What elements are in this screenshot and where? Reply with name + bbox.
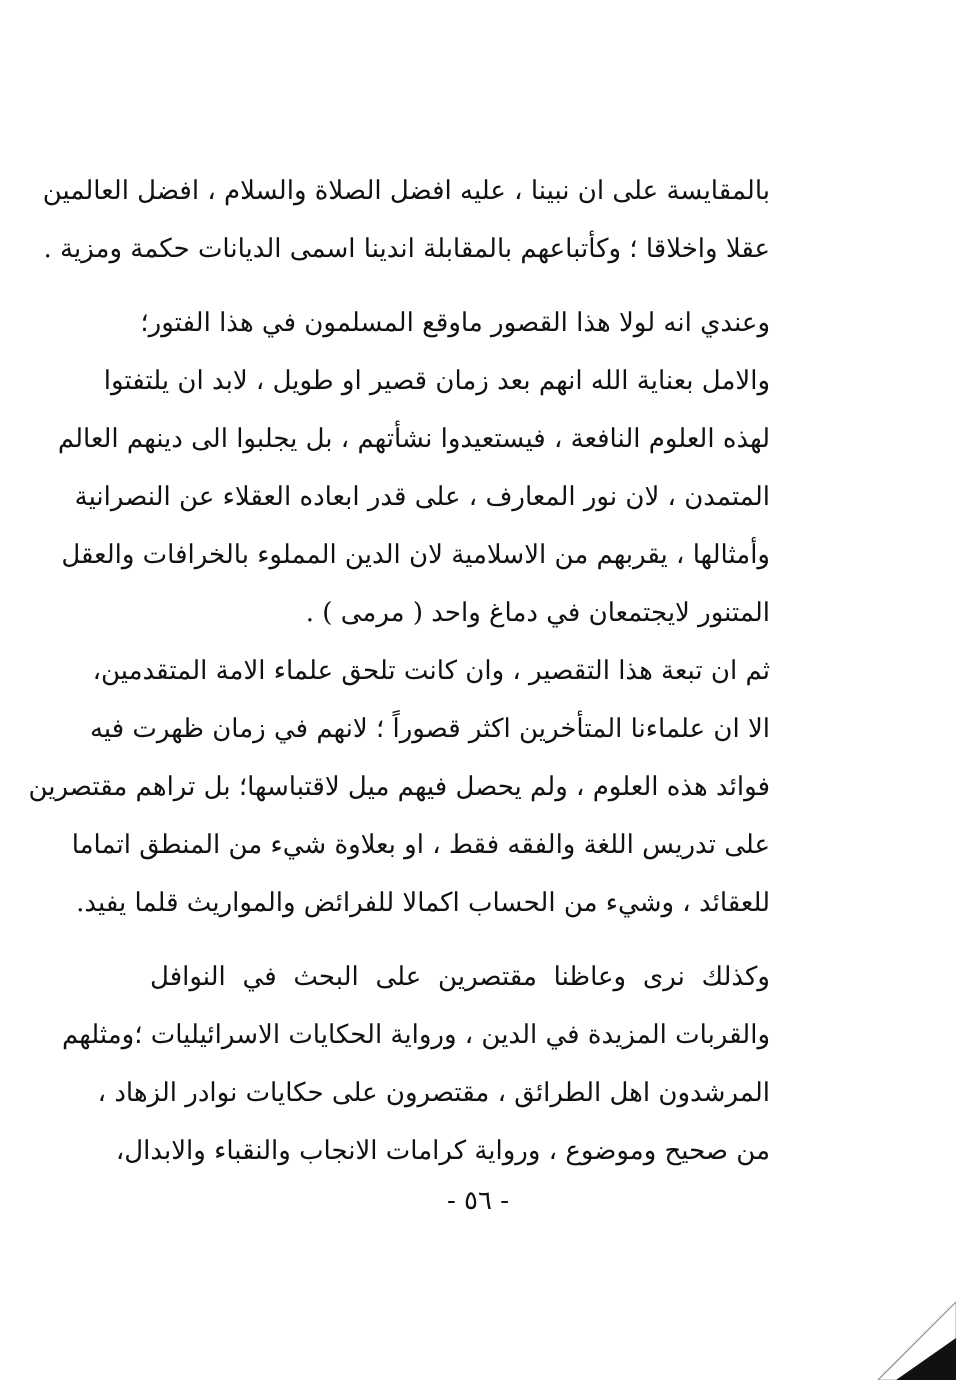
text-line: والقربات المزيدة في الدين ، ورواية الحكايات الاسرائيليات ؛ومثلهم	[61, 1020, 770, 1050]
text-line: فوائد هذه العلوم ، ولم يحصل فيهم ميل لاقتباسها؛ بل تراهم مقتصرين	[28, 772, 770, 802]
paragraph-1	[42, 162, 770, 278]
text-line: والامل بعناية الله انهم بعد زمان قصير او طويل ، لابد ان يلتفتوا	[103, 366, 770, 396]
text-line: وكذلك نرى وعاظنا مقتصرين على البحث في النوافل	[150, 962, 770, 992]
text-line: للعقائد ، وشيء من الحساب اكمالا للفرائض والمواريث قلما يفيد.	[76, 888, 770, 918]
text-line: بالمقايسة على ان نبينا ، عليه افضل الصلاة والسلام ، افضل العالمين	[42, 176, 770, 206]
text-line: عقلا واخلاقا ؛ وكأتباعهم بالمقابلة اندينا اسمى الديانات حكمة ومزية .	[43, 234, 770, 264]
paragraph-3	[28, 642, 770, 932]
text-line: لهذه العلوم النافعة ، فيستعيدوا نشأتهم ، بل يجلبوا الى دينهم العالم	[57, 424, 770, 454]
text-line: وعندي انه لولا هذا القصور ماوقع المسلمون في هذا الفتور؛	[140, 308, 770, 338]
page-corner-fold-icon	[866, 1290, 956, 1380]
body-text	[28, 162, 770, 1180]
text-line: ثم ان تبعة هذا التقصير ، وان كانت تلحق علماء الامة المتقدمين،	[92, 656, 770, 686]
text-line: الا ان علماءنا المتأخرين اكثر قصوراً ؛ لانهم في زمان ظهرت فيه	[89, 714, 770, 744]
text-line: على تدريس اللغة والفقه فقط ، او بعلاوة شيء من المنطق اتماما	[71, 830, 770, 860]
text-line: من صحيح وموضوع ، ورواية كرامات الانجاب والنقباء والابدال،	[115, 1136, 770, 1166]
page-number: - ٥٦ -	[446, 1186, 510, 1216]
paragraph-2	[57, 294, 770, 642]
text-line: المرشدون اهل الطرائق ، مقتصرون على حكايات نوادر الزهاد ،	[97, 1078, 770, 1108]
text-line: وأمثالها ، يقربهم من الاسلامية لان الدين المملوء بالخرافات والعقل	[61, 540, 770, 570]
text-line: المتنور لايجتمعان في دماغ واحد ( مرمى ) .	[305, 598, 770, 628]
text-line: المتمدن ، لان نور المعارف ، على قدر ابعاده العقلاء عن النصرانية	[74, 482, 770, 512]
paragraph-4	[61, 948, 770, 1180]
